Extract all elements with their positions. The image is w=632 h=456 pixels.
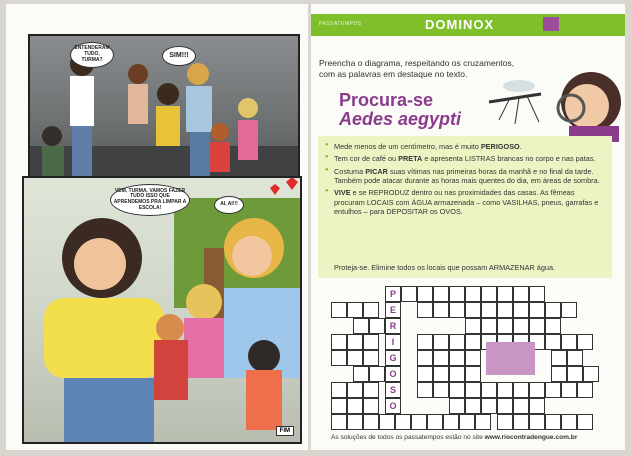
crossword-cell[interactable] bbox=[529, 382, 545, 398]
crossword-cell[interactable] bbox=[331, 414, 347, 430]
crossword-cell[interactable] bbox=[395, 414, 411, 430]
crossword-cell[interactable] bbox=[433, 366, 449, 382]
crossword-cell[interactable] bbox=[481, 382, 497, 398]
crossword-cell[interactable] bbox=[513, 302, 529, 318]
crossword-cell[interactable] bbox=[545, 302, 561, 318]
crossword-cell[interactable] bbox=[465, 286, 481, 302]
crossword-cell[interactable] bbox=[363, 382, 379, 398]
crossword-cell[interactable] bbox=[481, 302, 497, 318]
crossword-cell[interactable] bbox=[363, 334, 379, 350]
crossword-cell[interactable] bbox=[433, 382, 449, 398]
instructions: Preencha o diagrama, respeitando os cruzamentos, com as palavras em destaque no texto. bbox=[319, 58, 515, 79]
crossword-cell[interactable] bbox=[449, 334, 465, 350]
mosquito-and-girl-illustration bbox=[479, 62, 625, 142]
crossword-cell[interactable] bbox=[481, 286, 497, 302]
crossword-cell[interactable] bbox=[577, 334, 593, 350]
crossword-cell[interactable] bbox=[513, 398, 529, 414]
crossword-letter-cell[interactable]: R bbox=[385, 318, 401, 334]
heading-line1: Procura-se bbox=[339, 90, 434, 110]
crossword-cell[interactable] bbox=[497, 318, 513, 334]
comic-scene-bottom bbox=[24, 178, 300, 442]
page-number: 13 bbox=[569, 18, 581, 29]
crossword-cell[interactable] bbox=[449, 286, 465, 302]
crossword-cell[interactable] bbox=[465, 334, 481, 350]
crossword-letter-cell[interactable]: I bbox=[385, 334, 401, 350]
comic-panel-bottom bbox=[22, 176, 302, 444]
crossword-letter-cell[interactable]: O bbox=[385, 398, 401, 414]
crossword-cell[interactable] bbox=[497, 302, 513, 318]
heading-line2: Aedes aegypti bbox=[339, 109, 462, 129]
speech-bubble: SIM!!! bbox=[162, 46, 196, 66]
crossword-cell[interactable] bbox=[545, 382, 561, 398]
crossword-cell[interactable] bbox=[347, 414, 363, 430]
crossword-cell[interactable] bbox=[465, 366, 481, 382]
crossword-cell[interactable] bbox=[561, 414, 577, 430]
speech-bubble: AI, AI!!! bbox=[214, 196, 244, 214]
crossword-cell[interactable] bbox=[481, 318, 497, 334]
crossword-letter-cell[interactable]: E bbox=[385, 302, 401, 318]
speech-bubble: ENTENDERAM TUDO, TURMA? bbox=[70, 42, 114, 68]
speech-bubble: VEM, TURMA. VAMOS FAZER TUDO ISSO QUE APRENDEMOS PRA LIMPAR A ESCOLA! bbox=[110, 184, 190, 216]
crossword-cell[interactable] bbox=[465, 398, 481, 414]
crossword-cell[interactable] bbox=[577, 382, 593, 398]
crossword-cell[interactable] bbox=[363, 350, 379, 366]
crossword-cell[interactable] bbox=[369, 318, 385, 334]
crossword-cell[interactable] bbox=[513, 382, 529, 398]
crossword-cell[interactable] bbox=[529, 414, 545, 430]
crossword-cell[interactable] bbox=[529, 318, 545, 334]
end-label: FIM bbox=[276, 426, 294, 436]
solutions-link[interactable]: www.riocontradengue.com.br bbox=[484, 434, 578, 441]
crossword-cell[interactable] bbox=[379, 414, 395, 430]
crossword-cell[interactable] bbox=[401, 286, 417, 302]
header-subtitle: PASSATEMPOS bbox=[319, 21, 362, 27]
crossword-cell[interactable] bbox=[417, 366, 433, 382]
crossword-cell[interactable] bbox=[465, 350, 481, 366]
crossword-cell[interactable] bbox=[331, 398, 347, 414]
crossword-shaded-area bbox=[486, 342, 535, 375]
crossword-cell[interactable] bbox=[363, 398, 379, 414]
crossword-cell[interactable] bbox=[545, 414, 561, 430]
crossword-cell[interactable] bbox=[513, 286, 529, 302]
crossword-cell[interactable] bbox=[347, 334, 363, 350]
crossword-cell[interactable] bbox=[449, 350, 465, 366]
crossword-letter-cell[interactable]: P bbox=[385, 286, 401, 302]
crossword-cell[interactable] bbox=[363, 414, 379, 430]
crossword-cell[interactable] bbox=[411, 414, 427, 430]
crossword-cell[interactable] bbox=[331, 350, 347, 366]
crossword-cell[interactable] bbox=[561, 334, 577, 350]
crossword-cell[interactable] bbox=[529, 286, 545, 302]
crossword-cell[interactable] bbox=[561, 382, 577, 398]
crossword-cell[interactable] bbox=[347, 398, 363, 414]
crossword-cell[interactable] bbox=[481, 398, 497, 414]
crossword-cell[interactable] bbox=[433, 350, 449, 366]
crossword-cell[interactable] bbox=[449, 366, 465, 382]
crossword-cell[interactable] bbox=[347, 382, 363, 398]
crossword-cell[interactable] bbox=[551, 350, 567, 366]
crossword-letter-cell[interactable]: G bbox=[385, 350, 401, 366]
footer: As soluções de todos os passatempos estão no site www.riocontradengue.com.br bbox=[331, 434, 578, 441]
crossword-cell[interactable] bbox=[497, 414, 513, 430]
crossword-cell[interactable] bbox=[449, 302, 465, 318]
crossword-cell[interactable] bbox=[363, 302, 379, 318]
crossword-cell[interactable] bbox=[427, 414, 443, 430]
crossword-cell[interactable] bbox=[465, 318, 481, 334]
crossword-cell[interactable] bbox=[433, 334, 449, 350]
crossword-cell[interactable] bbox=[331, 334, 347, 350]
crossword-cell[interactable] bbox=[513, 318, 529, 334]
crossword-cell[interactable] bbox=[353, 366, 369, 382]
dominox-page bbox=[311, 4, 625, 450]
crossword-cell[interactable] bbox=[353, 318, 369, 334]
crossword-cell[interactable] bbox=[529, 398, 545, 414]
info-bullet: ● Costuma PICAR suas vítimas nas primeiras horas da manhã e no final da tarde. Também pode atacar durante as horas mais quentes do dia, em áreas de sombra. bbox=[334, 167, 604, 186]
crossword-cell[interactable] bbox=[443, 414, 459, 430]
crossword-cell[interactable] bbox=[465, 302, 481, 318]
crossword-cell[interactable] bbox=[417, 350, 433, 366]
crossword-cell[interactable] bbox=[347, 350, 363, 366]
page-title: DOMINOX bbox=[425, 17, 495, 32]
crossword-cell[interactable] bbox=[417, 302, 433, 318]
crossword-cell[interactable] bbox=[577, 414, 593, 430]
crossword-cell[interactable] bbox=[369, 366, 385, 382]
info-bullet: ● VIVE e se REPRODUZ dentro ou nas proximidades das casas. As fêmeas procuram LOCAIS com ÁGUA armazenada – como VASILHAS, pneus, garrafas e entulhos – para DEPOSITAR os OVOS. bbox=[334, 188, 604, 216]
crossword-cell[interactable] bbox=[331, 382, 347, 398]
crossword-cell[interactable] bbox=[347, 302, 363, 318]
crossword-cell[interactable] bbox=[567, 366, 583, 382]
crossword-cell[interactable] bbox=[465, 382, 481, 398]
crossword-cell[interactable] bbox=[433, 286, 449, 302]
info-bullet: ● Mede menos de um centímetro, mas é muito PERIGOSO. bbox=[334, 142, 604, 151]
crossword-cell[interactable] bbox=[459, 414, 475, 430]
info-bullet: ● Tem cor de café ou PRETA e apresenta LISTRAS brancas no corpo e nas patas. bbox=[334, 154, 604, 163]
grid-icon bbox=[543, 17, 559, 31]
crossword-cell[interactable] bbox=[331, 302, 347, 318]
crossword-cell[interactable] bbox=[449, 398, 465, 414]
crossword-cell[interactable] bbox=[583, 366, 599, 382]
crossword-cell[interactable] bbox=[497, 398, 513, 414]
crossword-cell[interactable] bbox=[417, 286, 433, 302]
crossword-letter-cell[interactable]: O bbox=[385, 366, 401, 382]
crossword-cell[interactable] bbox=[545, 318, 561, 334]
crossword-cell[interactable] bbox=[497, 286, 513, 302]
crossword-cell[interactable] bbox=[551, 366, 567, 382]
crossword-cell[interactable] bbox=[433, 302, 449, 318]
crossword-cell[interactable] bbox=[567, 350, 583, 366]
crossword-cell[interactable] bbox=[497, 382, 513, 398]
crossword-cell[interactable] bbox=[529, 302, 545, 318]
crossword-letter-cell[interactable]: S bbox=[385, 382, 401, 398]
info-box bbox=[318, 136, 612, 278]
crossword-cell[interactable] bbox=[475, 414, 491, 430]
crossword-cell[interactable] bbox=[545, 334, 561, 350]
crossword-cell[interactable] bbox=[513, 414, 529, 430]
crossword-cell[interactable] bbox=[449, 382, 465, 398]
comic-page bbox=[6, 4, 308, 450]
crossword-cell[interactable] bbox=[417, 334, 433, 350]
closing-text: Proteja-se. Elimine todos os locais que possam ARMAZENAR água. bbox=[334, 263, 556, 272]
crossword-cell[interactable] bbox=[561, 302, 577, 318]
crossword-cell[interactable] bbox=[417, 382, 433, 398]
